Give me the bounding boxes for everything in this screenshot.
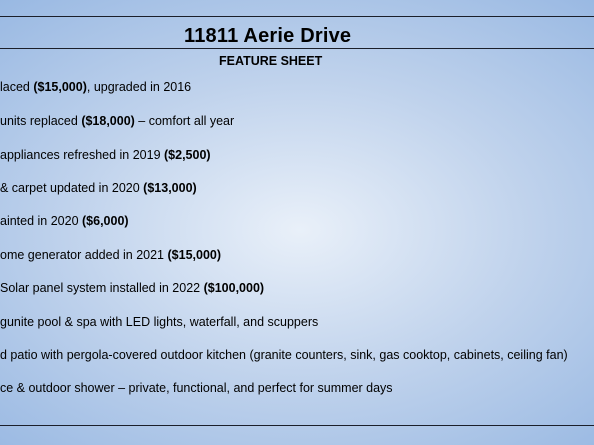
title-divider <box>0 48 594 49</box>
feature-text: d patio with pergola-covered outdoor kitchen (granite counters, sink, gas cooktop, cabinets, ceiling fan) <box>0 348 568 362</box>
feature-cost: ($18,000) <box>81 114 135 128</box>
feature-item <box>0 381 393 396</box>
feature-cost: ($13,000) <box>143 181 197 195</box>
feature-text: laced <box>0 80 34 94</box>
feature-item <box>0 148 211 163</box>
feature-item <box>0 248 221 263</box>
feature-cost: ($15,000) <box>33 80 87 94</box>
feature-item <box>0 281 264 296</box>
feature-text: , upgraded in 2016 <box>86 80 192 94</box>
page-subtitle: FEATURE SHEET <box>219 54 323 68</box>
feature-text: units replaced <box>0 114 82 128</box>
feature-cost: ($6,000) <box>82 214 129 228</box>
page-title: 11811 Aerie Drive <box>184 25 352 47</box>
feature-cost: ($15,000) <box>167 248 222 262</box>
feature-item <box>0 181 197 196</box>
feature-item <box>0 214 129 229</box>
feature-item <box>0 80 191 95</box>
feature-text: gunite pool & spa with LED lights, waterfall, and scuppers <box>0 315 319 329</box>
feature-item <box>0 315 318 330</box>
top-divider <box>0 16 594 17</box>
feature-text: ainted in 2020 <box>0 214 83 228</box>
feature-text: Solar panel system installed in 2022 <box>0 281 204 295</box>
bottom-divider <box>0 425 594 426</box>
feature-cost: ($2,500) <box>164 148 211 162</box>
feature-text: ce & outdoor shower – private, functional, and perfect for summer days <box>0 381 393 395</box>
feature-text: – comfort all year <box>134 114 235 128</box>
feature-cost: ($100,000) <box>203 281 265 295</box>
feature-text: appliances refreshed in 2019 <box>0 148 165 162</box>
feature-text: ome generator added in 2021 <box>0 248 168 262</box>
feature-text: & carpet updated in 2020 <box>0 181 144 195</box>
feature-item <box>0 114 234 129</box>
feature-item <box>0 348 568 363</box>
